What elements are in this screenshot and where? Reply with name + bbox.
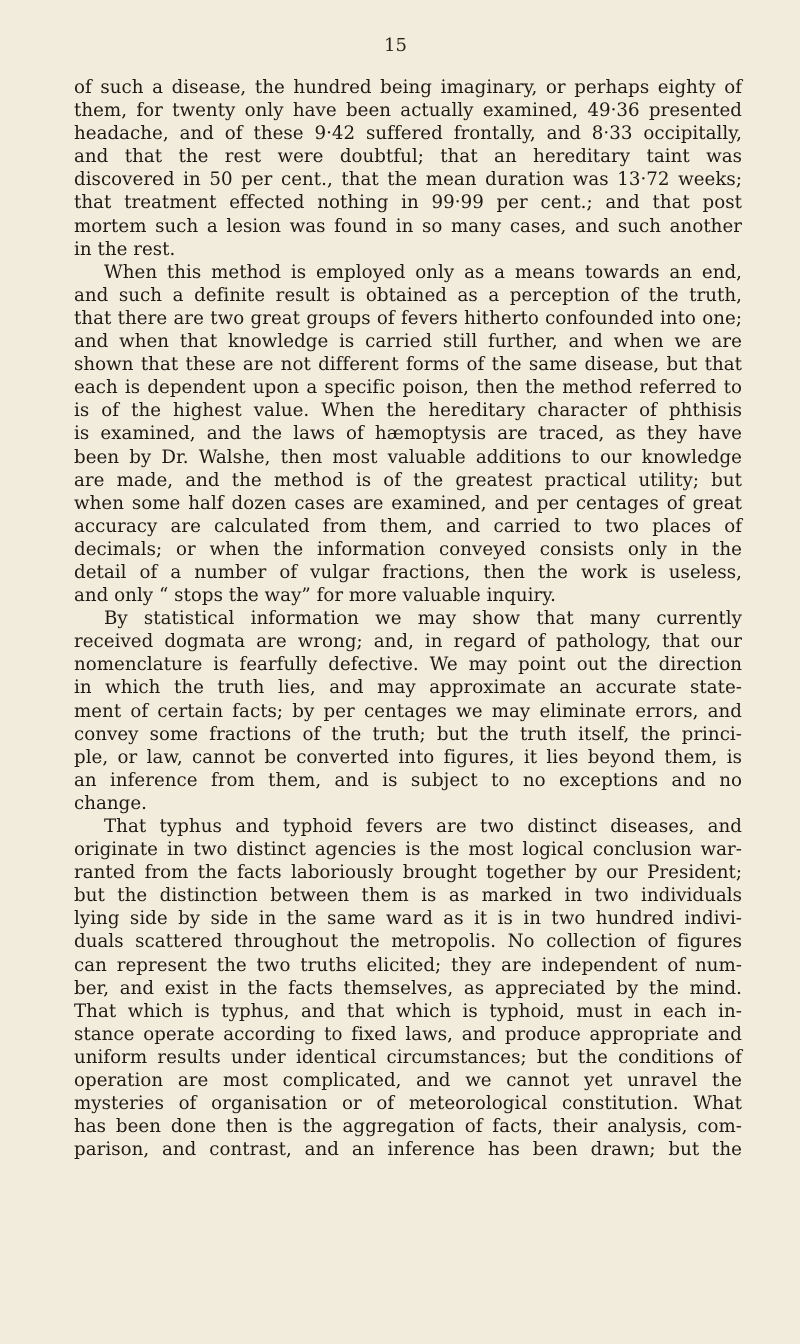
text-line: ple, or law, cannot be converted into figures, it lies beyond them, is — [74, 746, 742, 768]
text-line: been by Dr. Walshe, then most valuable additions to our knowledge — [74, 446, 742, 468]
text-line: nomenclature is fearfully defective. We may point out the direction — [74, 654, 742, 676]
text-line: stance operate according to fixed laws, and produce appropriate and — [74, 1023, 742, 1045]
body-text — [74, 76, 742, 1161]
text-line: duals scattered throughout the metropolis. No collection of figures — [74, 931, 742, 953]
text-line: lying side by side in the same ward as it is in two hundred indivi- — [74, 908, 742, 930]
text-line: detail of a number of vulgar fractions, then the work is useless, — [74, 561, 742, 583]
text-line: operation are most complicated, and we cannot yet unravel the — [74, 1070, 742, 1092]
text-line: parison, and contrast, and an inference has been drawn; but the — [74, 1139, 742, 1161]
text-line: shown that these are not different forms of the same disease, but that — [74, 354, 742, 376]
text-line: but the distinction between them is as marked in two individuals — [74, 885, 742, 907]
text-line: accuracy are calculated from them, and carried to two places of — [74, 515, 742, 537]
text-line: received dogmata are wrong; and, in regard of pathology, that our — [74, 631, 742, 653]
text-line: mortem such a lesion was found in so many cases, and such another — [74, 215, 742, 237]
text-line: When this method is employed only as a means towards an end, — [104, 261, 742, 283]
text-line: that treatment effected nothing in 99·99 per cent.; and that post — [74, 192, 742, 214]
text-line: That which is typhus, and that which is typhoid, must in each in- — [74, 1000, 742, 1022]
text-line: has been done then is the aggregation of facts, their analysis, com- — [74, 1116, 742, 1138]
text-line: that there are two great groups of fevers hitherto confounded into one; — [74, 307, 742, 329]
text-line: convey some fractions of the truth; but the truth itself, the princi- — [74, 723, 742, 745]
text-line: can represent the two truths elicited; they are independent of num- — [74, 954, 742, 976]
text-line: an inference from them, and is subject to no exceptions and no — [74, 769, 742, 791]
text-line: decimals; or when the information conveyed consists only in the — [74, 538, 742, 560]
text-line: headache, and of these 9·42 suffered frontally, and 8·33 occipitally, — [74, 123, 742, 145]
text-line: mysteries of organisation or of meteorological constitution. What — [74, 1093, 742, 1115]
text-line: ranted from the facts laboriously brought together by our President; — [74, 862, 742, 884]
text-line: them, for twenty only have been actually examined, 49·36 presented — [74, 100, 742, 122]
text-line: are made, and the method is of the greatest practical utility; but — [74, 469, 742, 491]
text-line: and that the rest were doubtful; that an hereditary taint was — [74, 146, 742, 168]
text-line: in which the truth lies, and may approximate an accurate state- — [74, 677, 742, 699]
page-number: 15 — [384, 35, 407, 56]
text-line: originate in two distinct agencies is the most logical conclusion war- — [74, 839, 742, 861]
text-line: That typhus and typhoid fevers are two distinct diseases, and — [104, 816, 742, 837]
text-line: of such a disease, the hundred being imaginary, or perhaps eighty of — [74, 77, 742, 98]
text-line: is of the highest value. When the hereditary character of phthisis — [74, 400, 742, 422]
text-line: By statistical information we may show that many currently — [104, 608, 742, 630]
text-line: ment of certain facts; by per centages we may eliminate errors, and — [74, 700, 742, 722]
text-line: when some half dozen cases are examined, and per centages of great — [74, 492, 742, 514]
text-line: each is dependent upon a specific poison, then the method referred to — [74, 377, 742, 399]
text-line: and only “ stops the way” for more valuable inquiry. — [74, 585, 556, 607]
text-line: ber, and exist in the facts themselves, as appreciated by the mind. — [74, 977, 742, 999]
text-line: and when that knowledge is carried still further, and when we are — [74, 331, 742, 353]
text-line: is examined, and the laws of hæmoptysis are traced, as they have — [74, 423, 742, 445]
text-line: in the rest. — [74, 238, 176, 260]
text-line: and such a definite result is obtained as a perception of the truth, — [74, 284, 742, 306]
text-line: uniform results under identical circumstances; but the conditions of — [74, 1046, 742, 1068]
text-line: change. — [74, 792, 147, 814]
text-line: discovered in 50 per cent., that the mean duration was 13·72 weeks; — [74, 169, 742, 191]
